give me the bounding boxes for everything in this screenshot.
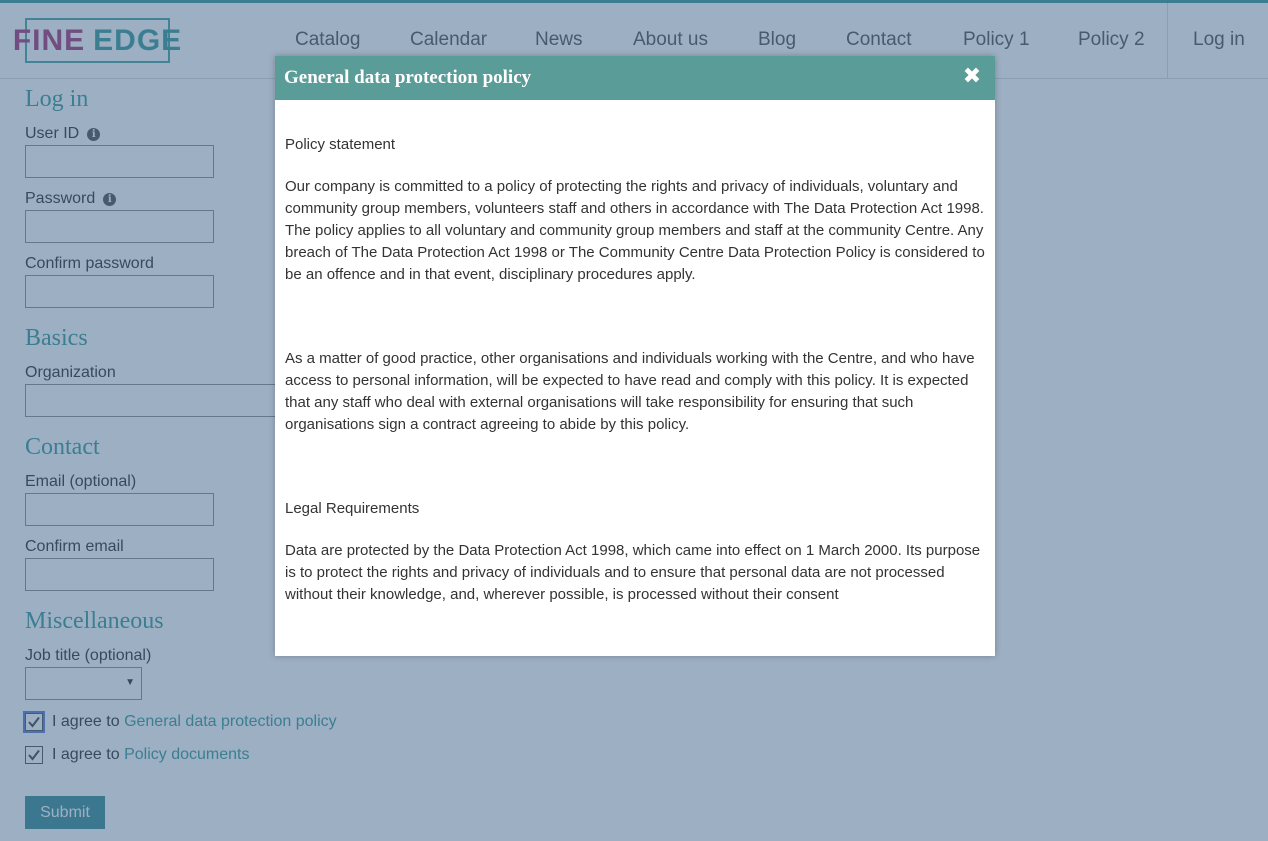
policy-paragraph-3: Data are protected by the Data Protection Act 1998, which came into effect on 1 March 2000. Its purpose is to protect the rights and privacy of individuals and to ensure that personal data are not processed without their knowledge, and, wherever possible, is processed without their consent [285, 542, 981, 603]
legal-requirements-heading: Legal Requirements [285, 500, 420, 517]
policy-statement-heading: Policy statement [285, 136, 396, 153]
modal-header [275, 56, 995, 100]
policy-paragraph-2: As a matter of good practice, other organisations and individuals working with the Centre, and who have access to personal information, will be expected to have read and comply with this policy. It is expected that any staff who deal with external organisations will take responsibility for ensuring that such organisations sign a contract agreeing to abide by this policy. [285, 350, 975, 433]
modal-title: General data protection policy [284, 67, 532, 88]
modal-body[interactable] [285, 134, 987, 639]
policy-modal [275, 56, 995, 656]
close-icon[interactable]: ✖ [962, 64, 982, 89]
policy-paragraph-1: Our company is committed to a policy of protecting the rights and privacy of individuals, voluntary and community group members, volunteers staff and others in accordance with The Data Protection Act 1998. The policy applies to all voluntary and community group members and staff at the community Centre. Any breach of The Data Protection Act 1998 or The Community Centre Data Protection Policy is considered to be an offence and in that event, disciplinary procedures apply. [285, 178, 985, 283]
